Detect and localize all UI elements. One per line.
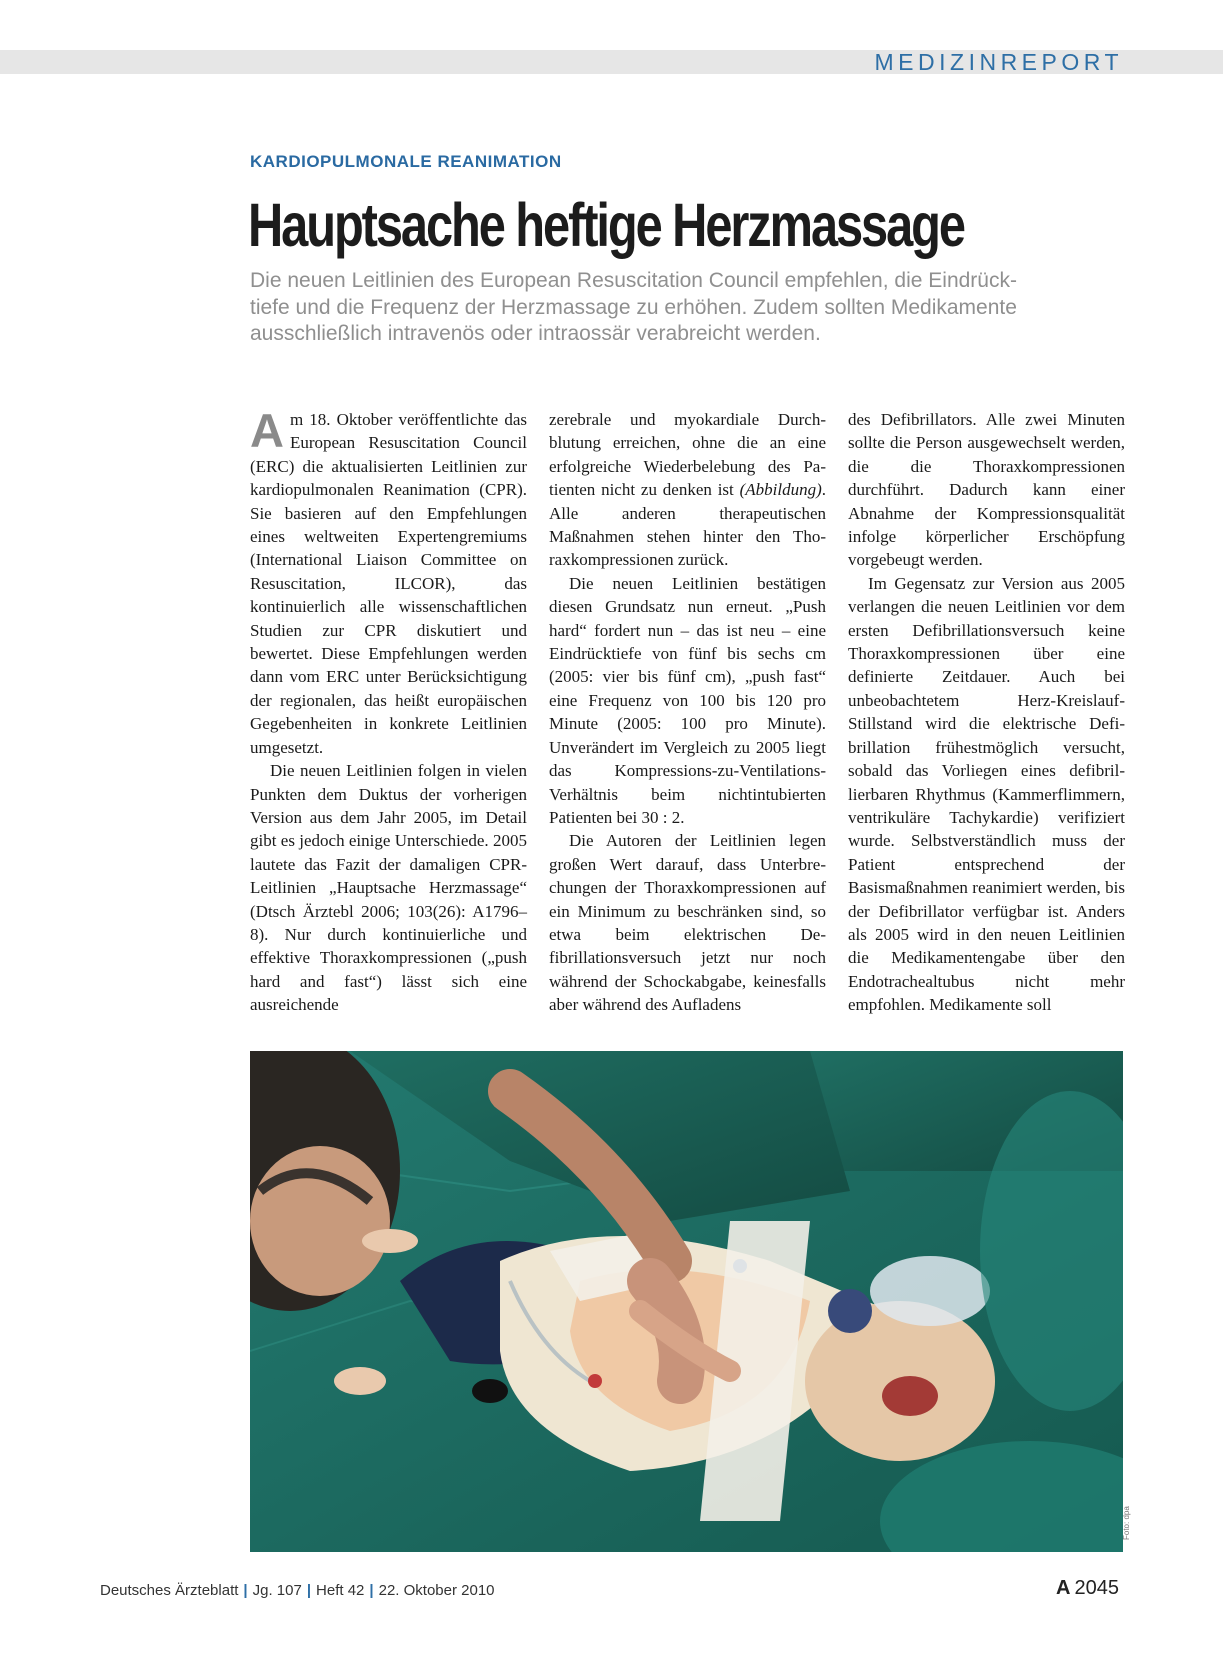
lead-line: tiefe und die Frequenz der Herzmassage zu erhöhen. Zudem sollten Medikamente — [250, 295, 1017, 319]
lead-line: Die neuen Leitlinien des European Resuscitation Council empfehlen, die Eindrück- — [250, 269, 1017, 292]
volume: Jg. 107 — [252, 1582, 302, 1599]
cpr-training-illustration — [250, 1051, 1123, 1552]
issue-date: 22. Oktober 2010 — [378, 1582, 495, 1599]
paragraph — [549, 408, 826, 572]
photo-credit: Foto: dpa — [1122, 1506, 1131, 1540]
paragraph-text: zerebrale und myokardiale Durchblutung erreichen, ohne die an eine erfolgreiche Wiederbelebung des Patienten nicht zu denken ist — [549, 410, 826, 500]
journal-name: Deutsches Ärzteblatt — [100, 1582, 239, 1599]
text-column-2 — [549, 408, 826, 1017]
issue: Heft 42 — [316, 1582, 365, 1599]
paragraph: Im Gegensatz zur Version aus 2005 verlangen die neuen Leitlinien vor dem ersten Defibrillationsversuch keine Thoraxkompressionen über eine definierte Zeitdauer. Auch bei unbeobachtetem Herz-Kreislauf-Stillstand wird die elektrische Defibrillation frühestmöglich versucht, sobald das Vorliegen eines defibrillierbaren Rhythmus (Kammerflimmern, ventrikuläre Tachykardie) verifiziert wurde. Selbstverständlich muss der Patient entsprechend der Basismaßnahmen reanimiert werden, bis der Defibrillator verfügbar ist. Anders als 2005 wird in den neuen Leitlinien die Medikamentengabe über den Endotrachealtubus nicht mehr empfohlen. Medikamente soll — [848, 573, 1125, 1015]
paragraph-text: m 18. Oktober veröffentlichte das European Resuscitation Council (ERC) die aktualisierten Leitlinien zur kardiopulmonalen Reanimation (CPR). Sie basieren auf den Empfehlungen eines weltweiten Expertengremiums (International Liaison Committee on Resuscitation, ILCOR), das kontinuierlich alle wissenschaftlichen Studien zur CPR diskutiert und bewertet. Diese Empfehlungen werden dann vom ERC unter Berücksichtigung der regionalen, das heißt europäischen Gegebenheiten in konkrete Leitlinien umgesetzt. — [250, 410, 527, 757]
article-kicker: KARDIOPULMONALE REANIMATION — [250, 152, 562, 171]
section-label: MEDIZINREPORT — [874, 49, 1123, 75]
page-footer — [100, 1582, 495, 1599]
article-lead — [250, 268, 1130, 348]
figure-reference: (Abbildung) — [739, 480, 822, 500]
footer-separator: | — [306, 1582, 312, 1599]
paragraph: Die Autoren der Leitlinien legen großen Wert darauf, dass Unterbrechungen der Thoraxkompressionen auf ein Minimum zu beschränken sind, so etwa beim elektrischen Defibrillationsversuch jetzt nur noch während der Schockabgabe, keinesfalls aber während des Aufladens — [549, 831, 826, 1015]
article-headline: Hauptsache heftige Herzmassage — [248, 191, 964, 259]
paragraph — [250, 404, 527, 759]
page-prefix: A — [1056, 1577, 1071, 1599]
page-number — [1056, 1577, 1119, 1600]
text-column-3 — [848, 408, 1125, 1017]
article-photo — [250, 1051, 1123, 1552]
lead-line: ausschließlich intravenös oder intraossär verabreicht werden. — [250, 322, 821, 345]
paragraph: Die neuen Leitlinien folgen in vielen Punkten dem Duktus der vorherigen Version aus dem Jahr 2005, im Detail gibt es jedoch einige Unterschiede. 2005 lautete das Fazit der damaligen CPR-Leitlinien „Hauptsache Herzmassage“ (Dtsch Ärztebl 2006; 103(26): A1796–8). Nur durch kontinuierliche und effektive Thoraxkompressionen („push hard and fast“) lässt sich eine ausreichende — [250, 761, 527, 1015]
text-column-1 — [250, 404, 527, 1017]
paragraph-text: . Alle anderen therapeutischen Maßnahmen stehen hinter den Thoraxkompressionen zurück. — [549, 480, 826, 570]
page-number-value: 2045 — [1074, 1577, 1119, 1599]
footer-separator: | — [369, 1582, 374, 1599]
dropcap: A — [250, 404, 284, 457]
footer-separator: | — [243, 1582, 248, 1599]
paragraph: Die neuen Leitlinien bestätigen diesen Grundsatz nun erneut. „Push hard“ fordert nun – das ist neu – eine Eindrücktiefe von fünf bis sechs cm (2005: vier bis fünf cm), „push fast“ eine Frequenz von 100 bis 120 pro Minute (2005: 100 pro Minute). Unverändert im Vergleich zu 2005 liegt das Kompressions-zu-Ventilations-Verhältnis beim nichtintubierten Patienten bei 30 : 2. — [549, 573, 826, 827]
paragraph: des Defibrillators. Alle zwei Minuten sollte die Person ausgewechselt werden, die die Thoraxkompressionen durchführt. Dadurch kann einer Abnahme der Kompressionsqualität infolge körperlicher Erschöpfung vorgebeugt werden. — [848, 410, 1125, 570]
